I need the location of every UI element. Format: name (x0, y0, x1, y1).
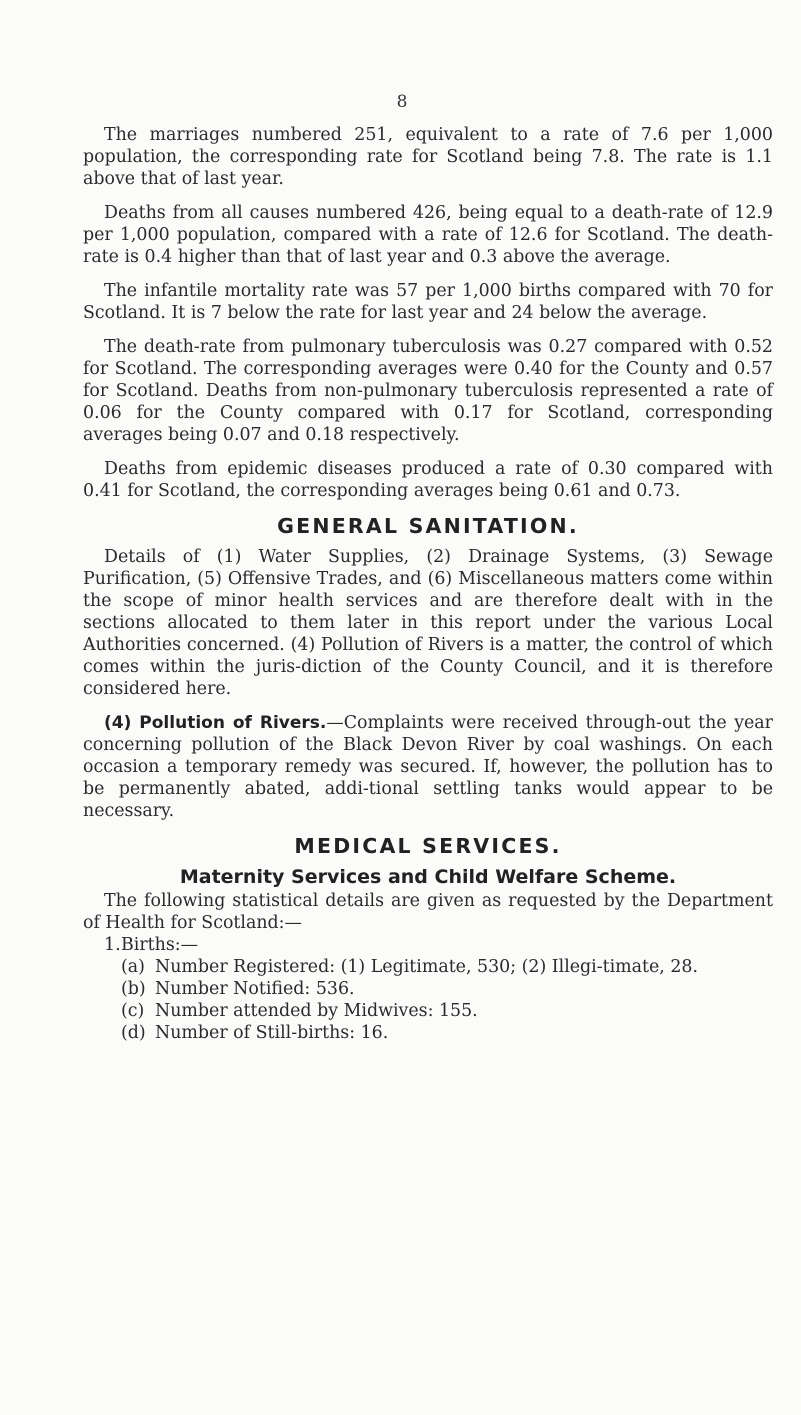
list-item-marker: (d) (121, 1023, 146, 1043)
list-item-marker: (a) (121, 957, 145, 977)
pollution-of-rivers-title: (4) Pollution of Rivers. (104, 713, 327, 733)
statistics-intro-paragraph: The following statistical details are given as requested by the Department of Health for Scotland:— (83, 891, 773, 933)
deaths-paragraph: Deaths from all causes numbered 426, being equal to a death-rate of 12.9 per 1,000 population, compared with a rate of 12.6 for Scotland. The death-rate is 0.4 higher than that of last year and 0.3 above the average. (83, 203, 773, 267)
general-sanitation-heading: GENERAL SANITATION. (277, 514, 579, 538)
list-item-marker: (b) (121, 979, 146, 999)
list-item-text: Number Registered: (1) Legitimate, 530; (2) Illegi-timate, 28. (155, 957, 699, 977)
births-label: Births:— (121, 935, 199, 955)
sanitation-intro-paragraph: Details of (1) Water Supplies, (2) Drainage Systems, (3) Sewage Purification, (5) Offensive Trades, and (6) Miscellaneous matters come within the scope of minor health services and are therefore dealt with in the sections allocated to them later in this report under the various Local Authorities concerned. (4) Pollution of Rivers is a matter, the control of which comes within the juris-diction of the County Council, and it is therefore considered here. (83, 547, 773, 699)
pollution-of-rivers-paragraph (83, 712, 773, 822)
pollution-of-rivers-text: —Complaints were received through-out the year concerning pollution of the Black Devon River by coal washings. On each occasion a temporary remedy was secured. If, however, the pollution has to be permanently abated, addi-tional settling tanks would appear to be necessary. (83, 713, 773, 821)
births-list-heading (83, 934, 773, 956)
medical-services-heading: MEDICAL SERVICES. (294, 834, 562, 858)
epidemic-diseases-paragraph: Deaths from epidemic diseases produced a rate of 0.30 compared with 0.41 for Scotland, the corresponding averages being 0.61 and 0.73. (83, 459, 773, 501)
page-number: 8 (396, 92, 408, 112)
list-item-midwives (83, 1000, 773, 1022)
tuberculosis-paragraph: The death-rate from pulmonary tuberculosis was 0.27 compared with 0.52 for Scotland. The corresponding averages were 0.40 for the County and 0.57 for Scotland. Deaths from non-pulmonary tuberculosis represented a rate of 0.06 for the County compared with 0.17 for Scotland, corresponding averages being 0.07 and 0.18 respectively. (83, 337, 773, 445)
infantile-mortality-paragraph: The infantile mortality rate was 57 per 1,000 births compared with 70 for Scotland. It is 7 below the rate for last year and 24 below the average. (83, 281, 773, 323)
list-item-text: Number of Still-births: 16. (155, 1023, 389, 1043)
births-list (83, 934, 773, 1044)
list-item-text: Number Notified: 536. (155, 979, 355, 999)
page-content (83, 124, 773, 1044)
list-number: 1. (104, 935, 121, 955)
marriages-paragraph: The marriages numbered 251, equivalent to a rate of 7.6 per 1,000 population, the corresponding rate for Scotland being 7.8. The rate is 1.1 above that of last year. (83, 125, 773, 189)
list-item-text: Number attended by Midwives: 155. (155, 1001, 478, 1021)
list-item-registered (83, 956, 773, 978)
maternity-services-subheading: Maternity Services and Child Welfare Scheme. (179, 866, 677, 888)
list-item-notified (83, 978, 773, 1000)
list-item-marker: (c) (121, 1001, 145, 1021)
list-item-still-births (83, 1022, 773, 1044)
